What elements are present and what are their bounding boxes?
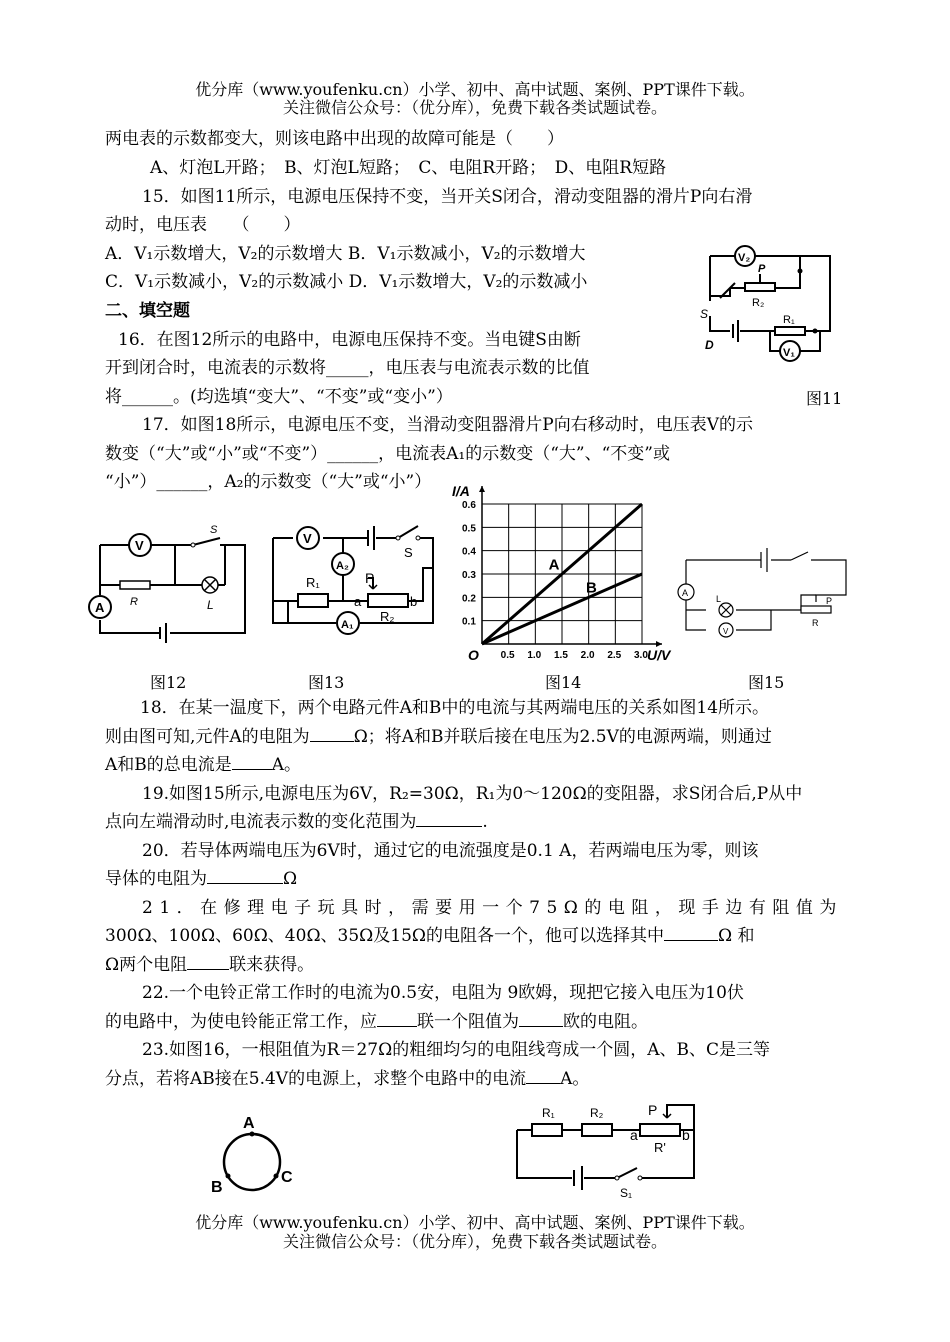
figure-16-circle bbox=[205, 1110, 305, 1200]
q14-options: A、灯泡L开路； B、灯泡L短路； C、电阻R开路； D、电阻R短路 bbox=[150, 158, 667, 178]
footer-line-2: 关注微信公众号：（优分库），免费下载各类试题试卷。 bbox=[282, 1232, 667, 1251]
q18-text-a: 则由图可知,元件A的电阻为 bbox=[105, 727, 310, 747]
q21-blank-2[interactable] bbox=[187, 969, 229, 970]
fig13-b-label: b bbox=[410, 594, 418, 609]
q23-line-2 bbox=[105, 1066, 589, 1092]
q16-line-3: 将______。(均选填“变大”、“不变”或“变小”） bbox=[105, 387, 453, 407]
q18-line-2 bbox=[105, 724, 772, 750]
footer-line-1: 优分库（www.youfenku.cn）小学、初中、高中试题、案例、PPT课件下载。 bbox=[195, 1213, 755, 1232]
section-title: 二、填空题 bbox=[105, 301, 190, 321]
x-tick-label: 2.5 bbox=[607, 650, 622, 661]
q23-text-a: 分点，若将AB接在5.4V的电源上，求整个电路中的电流 bbox=[105, 1069, 527, 1089]
q19-line-1: 19.如图15所示,电源电压为6V，R₂=30Ω，R₁为0～120Ω的变阻器，求S闭合后,P从中 bbox=[142, 784, 803, 804]
fig15-caption: 图15 bbox=[748, 673, 785, 692]
q18-blank-1[interactable] bbox=[310, 741, 354, 742]
fig16-c-label: C bbox=[281, 1169, 293, 1186]
figure-11-circuit bbox=[700, 236, 840, 376]
fig15-p-label: P bbox=[826, 596, 833, 606]
fig13-a2-label: A₂ bbox=[336, 560, 349, 572]
q19-line-2 bbox=[105, 809, 488, 835]
q21-blank-1[interactable] bbox=[664, 940, 718, 941]
y-tick-label: 0.6 bbox=[462, 500, 476, 511]
figure-12-circuit bbox=[85, 525, 250, 640]
q23-text-b: A。 bbox=[560, 1069, 590, 1089]
fig13-p-label: P bbox=[365, 570, 375, 586]
fig15-r-label: R bbox=[812, 618, 819, 628]
q21-line-2 bbox=[105, 923, 755, 949]
x-tick-label: 1.5 bbox=[554, 650, 568, 661]
q16-line-1: 16．在图12所示的电路中，电源电压保持不变。当电键S由断 bbox=[118, 330, 581, 350]
x-tick-label: 1.0 bbox=[527, 650, 542, 661]
q22-blank-2[interactable] bbox=[519, 1026, 563, 1027]
fig17-p-label: P bbox=[648, 1102, 658, 1118]
fig17-r1-label: R₁ bbox=[542, 1106, 555, 1120]
x-axis-label: U/V bbox=[647, 647, 671, 663]
fig16-b-label: B bbox=[211, 1179, 223, 1196]
y-tick-label: 0.4 bbox=[462, 546, 476, 558]
fig15-a-label: A bbox=[682, 588, 689, 598]
y-axis-label: I/A bbox=[452, 483, 470, 499]
q22-text-a: 的电路中，为使电铃能正常工作，应 bbox=[105, 1012, 377, 1032]
y-tick-label: 0.1 bbox=[462, 616, 476, 628]
series-label-A: A bbox=[548, 556, 560, 574]
q22-text-c: 欧的电阻。 bbox=[563, 1012, 648, 1032]
fig12-v-label: V bbox=[135, 538, 144, 553]
q18-line-1: 18．在某一温度下，两个电路元件A和B中的电流与其两端电压的关系如图14所示。 bbox=[140, 698, 770, 718]
q15-line-1: 15．如图11所示，电源电压保持不变，当开关S闭合，滑动变阻器的滑片P向右滑 bbox=[142, 187, 753, 207]
fig11-r2-label: R₂ bbox=[752, 297, 765, 309]
q22-line-1: 22.一个电铃正常工作时的电流为0.5安，电阻为 9欧姆，现把它接入电压为10伏 bbox=[142, 983, 744, 1003]
fig11-s-label: S bbox=[700, 307, 709, 321]
fig12-s-label: S bbox=[210, 524, 218, 536]
fig17-a-label: a bbox=[630, 1127, 638, 1143]
q19-blank[interactable] bbox=[416, 826, 482, 827]
q20-text-b: Ω bbox=[283, 869, 298, 889]
figure-17-circuit bbox=[512, 1100, 702, 1200]
q20-line-2 bbox=[105, 866, 297, 892]
fig11-v2-label: V₂ bbox=[738, 252, 751, 264]
fig17-b-label: b bbox=[682, 1127, 690, 1143]
q21-text-d: 联来获得。 bbox=[229, 955, 315, 975]
q22-blank-1[interactable] bbox=[377, 1026, 417, 1027]
q20-text-a: 导体的电阻为 bbox=[105, 869, 207, 889]
y-axis-arrow bbox=[479, 486, 485, 492]
q15-line-2: 动时，电压表 （ ） bbox=[105, 215, 301, 235]
fig13-a1-label: A₁ bbox=[341, 619, 354, 631]
q18-text-b: Ω；将A和B并联后接在电压为2.5V的电源两端，则通过 bbox=[353, 727, 772, 747]
q21-text-c: Ω两个电阻 bbox=[105, 955, 188, 975]
fig15-l-label: L bbox=[716, 594, 722, 604]
x-tick-label: 0.5 bbox=[500, 650, 515, 661]
fig13-v-label: V bbox=[303, 531, 312, 546]
q20-blank[interactable] bbox=[207, 883, 283, 884]
q21-text-b: Ω 和 bbox=[718, 926, 755, 946]
fig11-caption: 图11 bbox=[806, 389, 843, 408]
figure-14-chart bbox=[452, 484, 674, 670]
q22-line-2 bbox=[105, 1009, 648, 1035]
fig11-p-label: P bbox=[758, 263, 766, 275]
fig12-a-label: A bbox=[95, 600, 105, 615]
q16-line-2: 开到闭合时，电流表的示数将_____，电压表与电流表示数的比值 bbox=[105, 358, 590, 378]
x-tick-label: 2.0 bbox=[580, 650, 595, 661]
fig11-v1-label: V₁ bbox=[783, 347, 795, 359]
y-tick-label: 0.5 bbox=[462, 523, 476, 535]
q17-line-1: 17．如图18所示，电源电压不变，当滑动变阻器滑片P向右移动时，电压表V的示 bbox=[142, 415, 753, 435]
fig13-r2-label: R₂ bbox=[380, 609, 395, 624]
fig13-caption: 图13 bbox=[308, 673, 345, 692]
q21-line-1: 21．在修理电子玩具时，需要用一个75Ω的电阻，现手边有阻值为 bbox=[142, 898, 843, 918]
q14-continuation: 两电表的示数都变大，则该电路中出现的故障可能是（ ） bbox=[105, 129, 564, 149]
fig11-r1-label: R₁ bbox=[783, 314, 795, 326]
q19-text-a: 点向左端滑动时,电流表示数的变化范围为 bbox=[105, 812, 417, 832]
fig17-s1-label: S₁ bbox=[620, 1186, 633, 1200]
header-line-1: 优分库（www.youfenku.cn）小学、初中、高中试题、案例、PPT课件下载。 bbox=[195, 80, 755, 99]
fig12-caption: 图12 bbox=[150, 673, 187, 692]
y-tick-label: 0.3 bbox=[462, 570, 476, 581]
y-tick-label: 0.2 bbox=[462, 593, 476, 605]
figure-15-circuit bbox=[676, 540, 856, 645]
fig13-a-label: a bbox=[354, 594, 362, 609]
q17-line-3: “小”）______，A₂的示数变（“大”或“小”） bbox=[105, 472, 432, 492]
q23-line-1: 23.如图16，一根阻值为R＝27Ω的粗细均匀的电阻线弯成一个圆，A、B、C是三等 bbox=[142, 1040, 770, 1060]
fig15-v-label: V bbox=[723, 627, 729, 636]
q21-line-3 bbox=[105, 952, 314, 978]
figure-13-circuit bbox=[268, 523, 440, 633]
fig12-l-label: L bbox=[207, 598, 214, 612]
q15-options-ab: A．V₁示数增大，V₂的示数增大 B．V₁示数减小，V₂的示数增大 bbox=[105, 244, 586, 264]
q22-text-b: 联一个阻值为 bbox=[417, 1012, 519, 1032]
x-tick-label: 3.0 bbox=[634, 650, 648, 661]
q19-text-b: . bbox=[482, 812, 488, 832]
fig14-caption: 图14 bbox=[545, 673, 582, 692]
q18-line-3 bbox=[105, 752, 301, 778]
q21-text-a: 300Ω、100Ω、60Ω、40Ω、35Ω及15Ω的电阻各一个，他可以选择其中 bbox=[105, 926, 664, 946]
q18-blank-2[interactable] bbox=[232, 769, 272, 770]
fig17-rp-label: R' bbox=[654, 1140, 666, 1155]
q18-text-d: A。 bbox=[271, 755, 302, 775]
q18-text-c: A和B的总电流是 bbox=[105, 755, 232, 775]
fig11-d-label: D bbox=[705, 338, 714, 352]
q20-line-1: 20．若导体两端电压为6V时，通过它的电流强度是0.1 A，若两端电压为零，则该 bbox=[142, 841, 759, 861]
fig13-s-label: S bbox=[404, 545, 413, 560]
q15-options-cd: C．V₁示数减小，V₂的示数减小 D．V₁示数增大，V₂的示数减小 bbox=[105, 272, 588, 292]
origin-label: O bbox=[468, 647, 479, 663]
fig17-r2-label: R₂ bbox=[590, 1106, 604, 1120]
fig16-a-label: A bbox=[243, 1115, 255, 1132]
fig13-r1-label: R₁ bbox=[306, 575, 320, 590]
header-line-2: 关注微信公众号：（优分库），免费下载各类试题试卷。 bbox=[282, 98, 667, 117]
fig12-r-label: R bbox=[130, 596, 138, 608]
series-label-B: B bbox=[586, 579, 597, 597]
q23-blank[interactable] bbox=[526, 1083, 560, 1084]
q17-line-2: 数变（“大”或“小”或“不变”）______，电流表A₁的示数变（“大”、“不变”或 bbox=[105, 444, 670, 464]
